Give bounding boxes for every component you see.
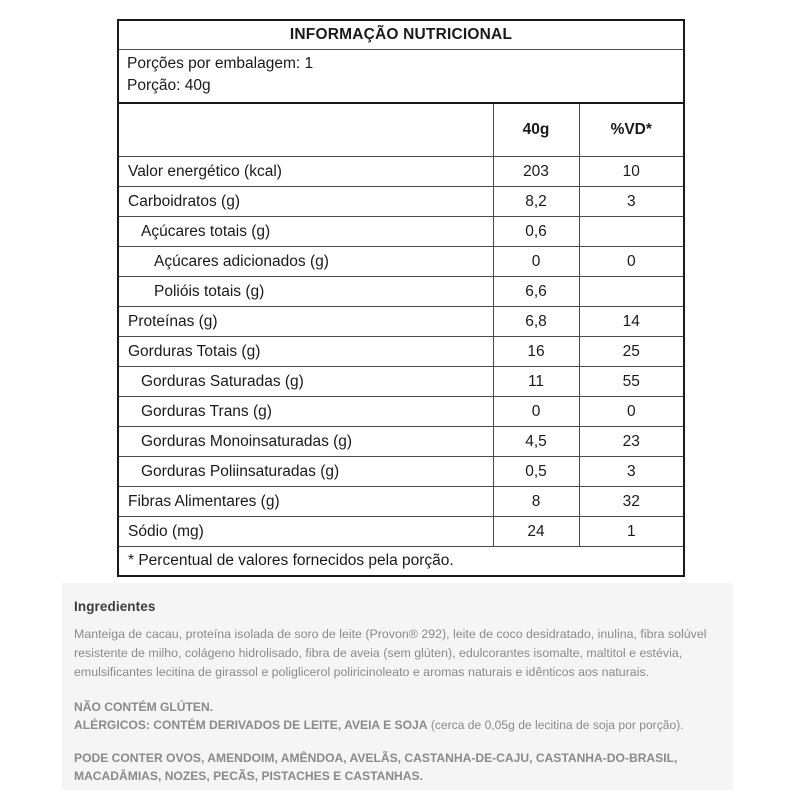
nutrient-daily-value: 10: [579, 157, 684, 187]
nutrient-daily-value: 3: [579, 187, 684, 217]
nutrient-daily-value: 1: [579, 517, 684, 547]
nutrient-amount: 11: [493, 367, 579, 397]
allergen-statement-line: [74, 716, 719, 734]
allergen-warnings: [74, 698, 719, 734]
nutrient-amount: 6,6: [493, 277, 579, 307]
table-row: [118, 307, 684, 337]
table-row: [118, 397, 684, 427]
nutrient-amount: 203: [493, 157, 579, 187]
nutrient-amount: 0: [493, 247, 579, 277]
nutrient-daily-value: 32: [579, 487, 684, 517]
nutrient-label: Gorduras Poliinsaturadas (g): [118, 457, 493, 487]
table-title-row: [118, 20, 684, 50]
allergen-statement: ALÉRGICOS: CONTÉM DERIVADOS DE LEITE, AVEIA E SOJA: [74, 717, 428, 732]
table-footnote-row: [118, 547, 684, 577]
page-title: INFORMAÇÃO NUTRICIONAL: [118, 20, 684, 50]
table-row: [118, 247, 684, 277]
nutrient-daily-value: [579, 217, 684, 247]
table-row: [118, 457, 684, 487]
column-header-amount: 40g: [493, 103, 579, 157]
nutrient-label: Fibras Alimentares (g): [118, 487, 493, 517]
nutrient-amount: 4,5: [493, 427, 579, 457]
nutrient-amount: 16: [493, 337, 579, 367]
table-row: [118, 367, 684, 397]
nutrient-daily-value: [579, 277, 684, 307]
table-row: [118, 487, 684, 517]
nutrient-amount: 6,8: [493, 307, 579, 337]
nutrient-amount: 24: [493, 517, 579, 547]
ingredients-heading: Ingredientes: [74, 599, 156, 614]
table-row: [118, 277, 684, 307]
ingredients-text: Manteiga de cacau, proteína isolada de soro de leite (Provon® 292), leite de coco desidratado, inulina, fibra solúvel resistente de milho, colágeno hidrolisado, fibra de aveia (sem glúten), edulcorantes isomalte, maltitol e estévia, emulsificantes lecitina de girassol e poliglicerol poliricinoleato e aromas naturais e idênticos aos naturais.: [74, 627, 707, 679]
nutrient-label: Carboidratos (g): [118, 187, 493, 217]
nutrient-daily-value: 25: [579, 337, 684, 367]
nutrient-daily-value: 55: [579, 367, 684, 397]
nutrition-rows: [118, 157, 684, 547]
table-row: [118, 517, 684, 547]
nutrition-table: [117, 19, 685, 577]
may-contain-statement: PODE CONTER OVOS, AMENDOIM, AMÊNDOA, AVELÃS, CASTANHA-DE-CAJU, CASTANHA-DO-BRASIL, MACADÂMIAS, NOZES, PECÃS, PISTACHES E CASTANHAS.: [74, 750, 678, 783]
gluten-statement: NÃO CONTÉM GLÚTEN.: [74, 699, 214, 714]
nutrient-amount: 8: [493, 487, 579, 517]
serving-info-cell: [118, 50, 684, 104]
servings-per-package: Porções por embalagem: 1: [127, 55, 314, 72]
column-header-daily-value: %VD*: [579, 103, 684, 157]
table-row: [118, 217, 684, 247]
nutrient-label: Gorduras Totais (g): [118, 337, 493, 367]
column-header-row: [118, 103, 684, 157]
spacer: [74, 734, 719, 749]
serving-info-row: [118, 50, 684, 104]
nutrient-label: Polióis totais (g): [118, 277, 493, 307]
nutrient-daily-value: 14: [579, 307, 684, 337]
nutrition-facts-table: [117, 19, 683, 577]
nutrient-amount: 0: [493, 397, 579, 427]
footnote-text: * Percentual de valores fornecidos pela porção.: [118, 547, 684, 577]
table-row: [118, 157, 684, 187]
nutrient-label: Sódio (mg): [118, 517, 493, 547]
ingredients-panel: [62, 583, 733, 790]
nutrient-label: Proteínas (g): [118, 307, 493, 337]
allergen-note: (cerca de 0,05g de lecitina de soja por porção).: [427, 717, 684, 732]
nutrient-label: Valor energético (kcal): [118, 157, 493, 187]
nutrient-label: Açúcares adicionados (g): [118, 247, 493, 277]
nutrient-daily-value: 3: [579, 457, 684, 487]
column-header-name: [118, 103, 493, 157]
nutrient-amount: 0,5: [493, 457, 579, 487]
nutrient-amount: 8,2: [493, 187, 579, 217]
table-row: [118, 427, 684, 457]
nutrient-label: Gorduras Trans (g): [118, 397, 493, 427]
serving-size: Porção: 40g: [127, 77, 211, 94]
nutrient-daily-value: 0: [579, 247, 684, 277]
table-row: [118, 187, 684, 217]
nutrient-label: Açúcares totais (g): [118, 217, 493, 247]
table-row: [118, 337, 684, 367]
nutrient-daily-value: 23: [579, 427, 684, 457]
nutrient-amount: 0,6: [493, 217, 579, 247]
nutrient-daily-value: 0: [579, 397, 684, 427]
nutrient-label: Gorduras Saturadas (g): [118, 367, 493, 397]
nutrient-label: Gorduras Monoinsaturadas (g): [118, 427, 493, 457]
